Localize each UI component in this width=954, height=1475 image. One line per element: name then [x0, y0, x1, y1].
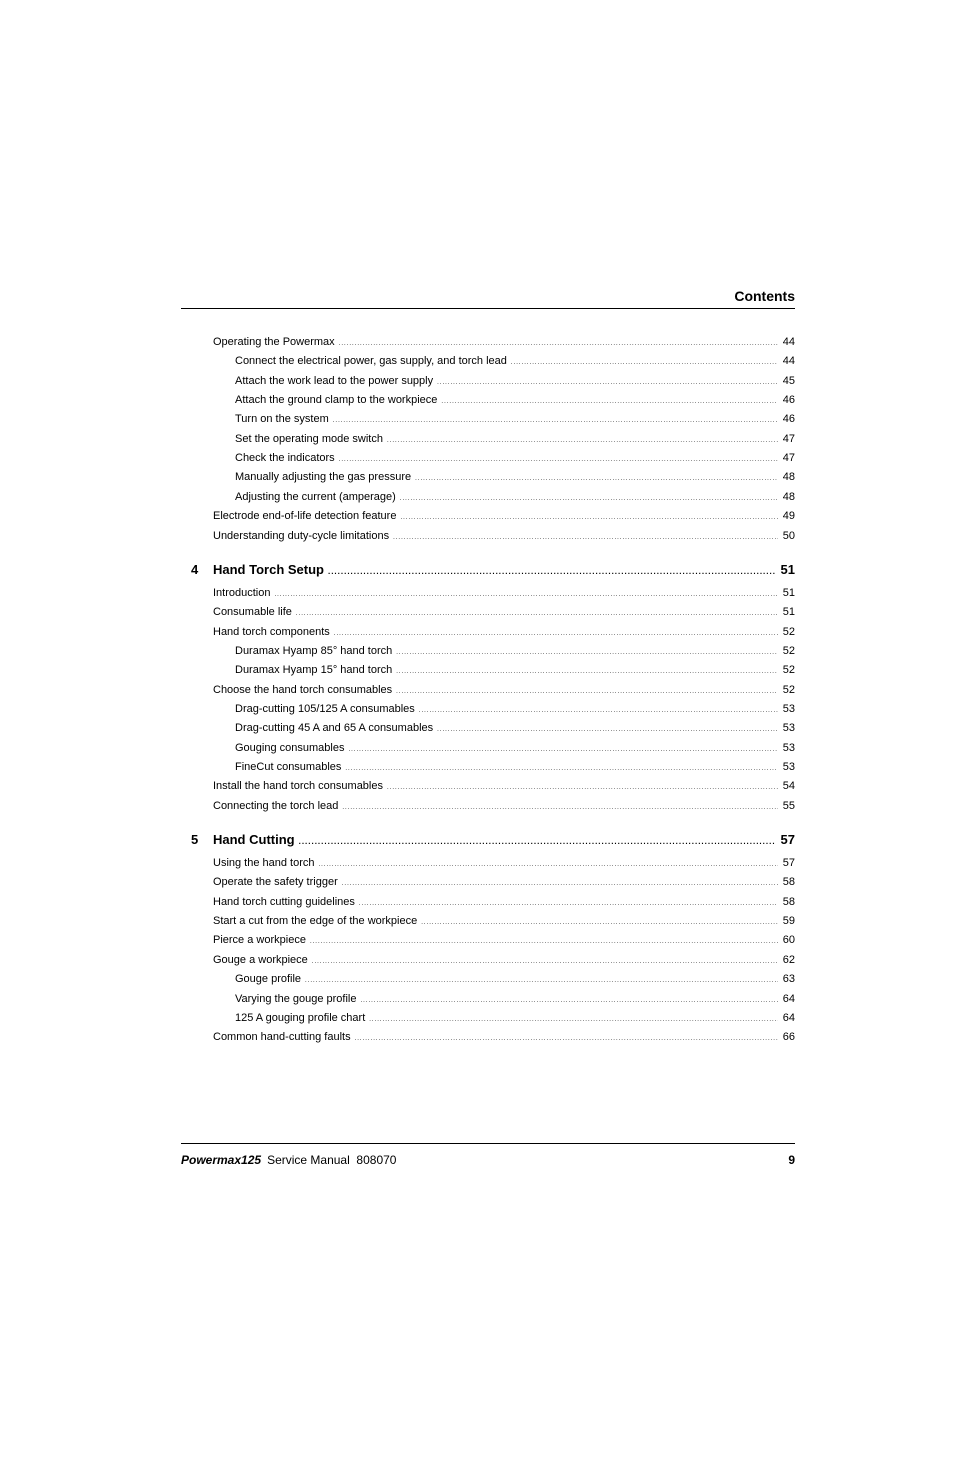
toc-entry[interactable] — [181, 412, 795, 427]
toc-entry[interactable] — [181, 914, 795, 929]
dot-leader — [342, 877, 778, 892]
toc-entry-label: Electrode end-of-life detection feature — [213, 510, 397, 523]
toc-entry-page: 62 — [782, 953, 795, 966]
toc-entry-page: 46 — [782, 394, 795, 407]
dot-leader — [421, 916, 778, 931]
dot-leader — [319, 858, 778, 873]
dot-leader — [400, 511, 777, 526]
toc-entry-page: 58 — [782, 876, 795, 889]
chapter-number: 4 — [191, 561, 199, 577]
toc-entry-label: Choose the hand torch consumables — [213, 683, 393, 696]
footer-brand: Powermax125 — [181, 1153, 262, 1167]
toc-entry-page: 54 — [782, 780, 795, 793]
toc-entry-page: 48 — [782, 490, 795, 503]
dot-leader — [387, 781, 778, 796]
dot-leader — [348, 743, 777, 758]
toc-entry[interactable] — [181, 702, 795, 717]
toc-entry-page: 51 — [780, 561, 795, 577]
toc-entry-label: FineCut consumables — [235, 761, 342, 773]
toc-entry-page: 52 — [782, 625, 795, 638]
dot-leader — [339, 337, 778, 352]
dot-leader — [511, 356, 778, 371]
toc-entry[interactable] — [181, 992, 795, 1007]
toc-entry[interactable] — [181, 875, 795, 890]
toc-entry-label: Common hand-cutting faults — [213, 1031, 351, 1044]
toc-entry-page: 59 — [782, 915, 795, 928]
toc-entry[interactable] — [181, 933, 795, 948]
dot-leader — [419, 704, 778, 719]
dot-leader — [359, 897, 778, 912]
dot-leader — [339, 453, 778, 468]
toc-entry-page: 52 — [782, 644, 795, 657]
toc-entry-page: 58 — [782, 895, 795, 908]
toc-entry[interactable] — [181, 529, 795, 544]
toc-entry[interactable] — [181, 1030, 795, 1045]
dot-leader — [333, 414, 778, 429]
footer-document-info — [181, 1153, 396, 1167]
dot-leader — [312, 955, 778, 970]
dot-leader — [393, 531, 778, 546]
toc-entry-page: 55 — [782, 799, 795, 812]
toc-entry[interactable] — [181, 741, 795, 756]
toc-entry[interactable] — [181, 1011, 795, 1026]
toc-entry-label: Hand Torch Setup — [213, 561, 324, 577]
toc-entry-label: Attach the ground clamp to the workpiece — [235, 394, 438, 407]
toc-entry[interactable] — [181, 721, 795, 736]
toc-entry[interactable] — [181, 451, 795, 466]
toc-entry-page: 51 — [782, 606, 795, 619]
toc-entry-label: Hand torch components — [213, 625, 330, 638]
toc-entry-label: Operate the safety trigger — [213, 876, 338, 889]
toc-entry-page: 53 — [782, 702, 795, 715]
toc-entry-label: Check the indicators — [235, 452, 335, 465]
toc-entry-label: Hand Cutting — [213, 832, 295, 848]
toc-entry[interactable] — [181, 760, 795, 775]
toc-entry[interactable] — [181, 490, 795, 505]
toc-entry-page: 48 — [782, 471, 795, 484]
toc-entry-page: 49 — [782, 510, 795, 523]
toc-entry[interactable] — [181, 895, 795, 910]
toc-chapter-entry[interactable] — [181, 831, 795, 849]
toc-entry-page: 64 — [782, 1011, 795, 1024]
dot-leader — [387, 434, 778, 449]
toc-entry-label: Pierce a workpiece — [213, 934, 306, 947]
toc-entry-label: Gouge profile — [235, 973, 302, 986]
toc-entry[interactable] — [181, 470, 795, 485]
toc-entry-label: Introduction — [213, 586, 271, 599]
page-title: Contents — [734, 288, 795, 304]
toc-entry-page: 52 — [782, 664, 795, 677]
toc-entry-page: 45 — [782, 374, 795, 387]
toc-chapter-entry[interactable] — [181, 561, 795, 579]
toc-entry-label: Start a cut from the edge of the workpiece — [213, 915, 418, 928]
toc-entry[interactable] — [181, 393, 795, 408]
dot-leader — [396, 665, 778, 680]
toc-entry-label: Gouging consumables — [235, 741, 345, 754]
toc-entry[interactable] — [181, 953, 795, 968]
chapter-number: 5 — [191, 832, 199, 848]
dot-leader — [305, 974, 778, 989]
toc-entry-label: Varying the gouge profile — [235, 992, 357, 1005]
toc-entry-page: 46 — [782, 413, 795, 426]
toc-entry-page: 53 — [782, 761, 795, 773]
toc-entry-label: Set the operating mode switch — [235, 432, 383, 445]
toc-entry[interactable] — [181, 779, 795, 794]
toc-entry-label: Duramax Hyamp 85° hand torch — [235, 644, 393, 657]
toc-entry-page: 47 — [782, 432, 795, 445]
toc-entry-page: 63 — [782, 973, 795, 986]
toc-entry-page: 60 — [782, 934, 795, 947]
toc-entry[interactable] — [181, 972, 795, 987]
toc-entry-label: Attach the work lead to the power supply — [235, 374, 434, 387]
dot-leader — [345, 762, 777, 777]
toc-entry[interactable] — [181, 586, 795, 601]
toc-entry[interactable] — [181, 856, 795, 871]
toc-entry-page: 44 — [782, 336, 795, 348]
toc-entry[interactable] — [181, 625, 795, 640]
toc-entry-page: 51 — [782, 586, 795, 599]
toc-entry-page: 47 — [782, 452, 795, 465]
toc-entry[interactable] — [181, 799, 795, 814]
dot-leader — [437, 723, 778, 738]
toc-entry-label: Connecting the torch lead — [213, 799, 339, 812]
footer-manual-title: Service Manual 808070 — [267, 1153, 397, 1167]
toc-entry-label: Adjusting the current (amperage) — [235, 490, 396, 503]
toc-entry-label: Duramax Hyamp 15° hand torch — [235, 664, 393, 677]
dot-leader — [296, 607, 778, 622]
toc-entry[interactable] — [181, 335, 795, 350]
dot-leader — [396, 685, 778, 700]
footer-rule — [181, 1143, 795, 1144]
toc-entry-label: Gouge a workpiece — [213, 953, 308, 966]
toc-entry-label: Drag-cutting 105/125 A consumables — [235, 702, 415, 715]
toc-entry-page: 64 — [782, 992, 795, 1005]
dot-leader — [361, 994, 778, 1009]
header-rule — [181, 308, 795, 309]
dot-leader — [415, 472, 778, 487]
toc-entry[interactable] — [181, 509, 795, 524]
footer-page-number: 9 — [788, 1153, 795, 1167]
dot-leader — [437, 376, 778, 391]
toc-entry-page: 57 — [782, 857, 795, 870]
toc-entry-label: Manually adjusting the gas pressure — [235, 471, 412, 484]
toc-entry[interactable] — [181, 644, 795, 659]
toc-entry[interactable] — [181, 354, 795, 369]
toc-entry-label: Operating the Powermax — [213, 336, 335, 348]
dot-leader — [274, 588, 777, 603]
dot-leader — [355, 1032, 778, 1047]
toc-entry-page: 53 — [782, 741, 795, 754]
toc-entry-label: Turn on the system — [235, 413, 329, 426]
dot-leader — [342, 801, 777, 816]
toc-entry-label: Using the hand torch — [213, 857, 315, 870]
toc-entry-label: Understanding duty-cycle limitations — [213, 529, 390, 542]
dot-leader — [441, 395, 777, 410]
toc-entry-label: 125 A gouging profile chart — [235, 1011, 366, 1024]
dot-leader — [369, 1013, 777, 1028]
dot-leader — [328, 563, 776, 581]
toc-entry[interactable] — [181, 683, 795, 698]
toc-entry-label: Install the hand torch consumables — [213, 780, 383, 793]
toc-entry-page: 57 — [780, 832, 795, 848]
toc-entry[interactable] — [181, 663, 795, 678]
toc-entry-label: Drag-cutting 45 A and 65 A consumables — [235, 722, 434, 735]
dot-leader — [299, 833, 776, 851]
dot-leader — [396, 646, 778, 661]
toc-entry-page: 53 — [782, 722, 795, 735]
toc-entry[interactable] — [181, 432, 795, 447]
toc-entry-page: 44 — [782, 355, 795, 368]
toc-entry-label: Connect the electrical power, gas supply, and torch lead — [235, 355, 507, 368]
toc-entry-label: Hand torch cutting guidelines — [213, 895, 355, 908]
toc-entry[interactable] — [181, 374, 795, 389]
toc-entry-label: Consumable life — [213, 606, 292, 619]
dot-leader — [310, 935, 778, 950]
toc-entry-page: 50 — [782, 529, 795, 542]
toc-entry-page: 66 — [782, 1031, 795, 1044]
dot-leader — [334, 627, 778, 642]
dot-leader — [400, 492, 778, 507]
toc-entry[interactable] — [181, 605, 795, 620]
toc-entry-page: 52 — [782, 683, 795, 696]
